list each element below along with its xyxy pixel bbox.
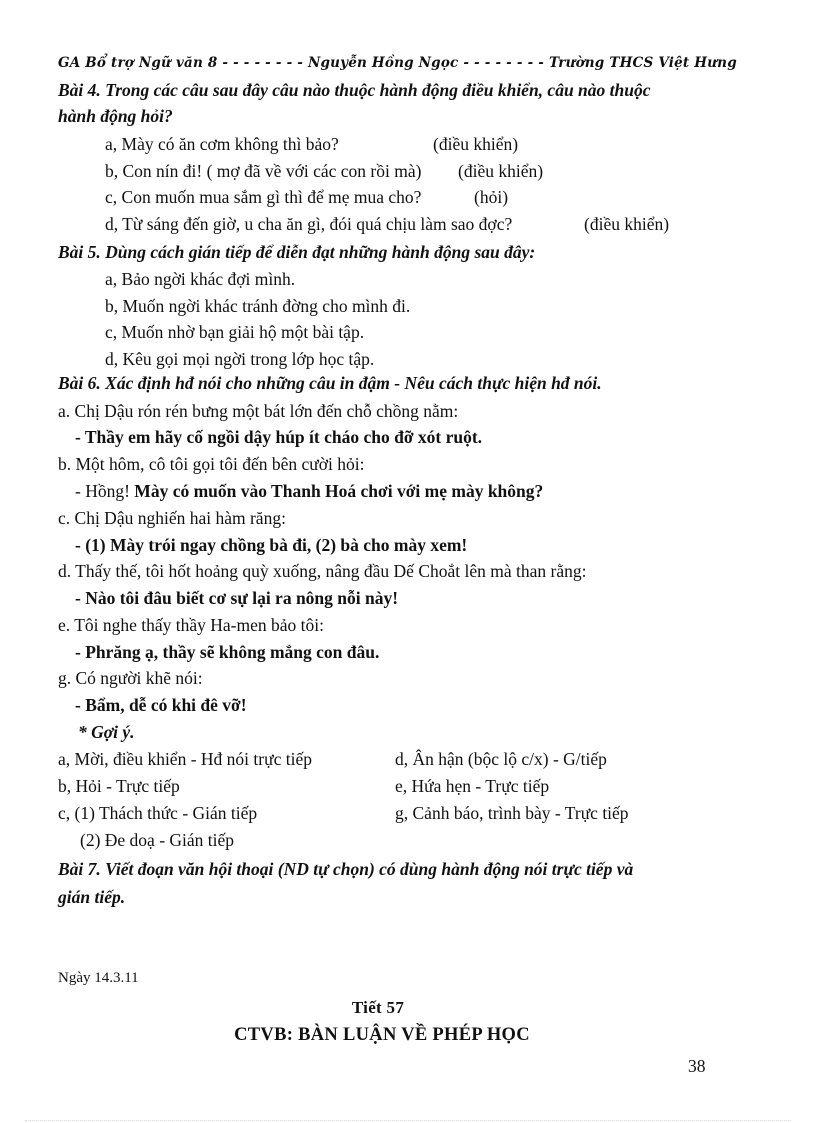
answer-c-2: (2) Đe doạ - Gián tiếp	[80, 830, 235, 850]
exercise-4-title-line-1: Bài 4. Trong các câu sau đây câu nào thuộc hành động điều khiển, câu nào thuộc	[58, 80, 651, 100]
exercise-6-item-c-quote: - (1) Mày trói ngay chồng bà đi, (2) bà cho mày xem!	[75, 535, 468, 555]
exercise-4-item-c-answer: (hỏi)	[474, 187, 509, 207]
exercise-6-item-g-quote: - Bẩm, dễ có khi đê vỡ!	[75, 695, 247, 715]
exercise-4-item-d-answer: (điều khiển)	[584, 214, 670, 234]
answer-e: e, Hứa hẹn - Trực tiếp	[395, 776, 550, 796]
exercise-6-item-a: a. Chị Dậu rón rén bưng một bát lớn đến chỗ chồng nằm:	[58, 401, 459, 421]
exercise-5-item-c: c, Muốn nhờ bạn giải hộ một bài tập.	[105, 322, 365, 342]
answer-g: g, Cảnh báo, trình bày - Trực tiếp	[395, 803, 629, 823]
exercise-7-title-line-2: gián tiếp.	[58, 887, 126, 907]
exercise-4-item-b-answer: (điều khiển)	[458, 161, 544, 181]
exercise-6-title: Bài 6. Xác định hđ nói cho những câu in đậm - Nêu cách thực hiện hđ nói.	[58, 373, 602, 393]
exercise-6-hint-heading: * Gợi ý.	[78, 722, 135, 742]
lesson-title: CTVB: BÀN LUẬN VỀ PHÉP HỌC	[234, 1025, 530, 1045]
exercise-4-item-a: a, Mày có ăn cơm không thì bảo?	[105, 134, 339, 154]
exercise-4-title-line-2: hành động hỏi?	[58, 106, 173, 126]
exercise-5-item-d: d, Kêu gọi mọi ngời trong lớp học tập.	[105, 349, 375, 369]
lesson-number: Tiết 57	[351, 998, 405, 1017]
exercise-6-item-d: d. Thấy thế, tôi hốt hoảng quỳ xuống, nâng đầu Dế Choắt lên mà than rằng:	[58, 561, 587, 581]
footer-divider	[25, 1120, 791, 1121]
answer-a: a, Mời, điều khiển - Hđ nói trực tiếp	[58, 749, 312, 769]
answer-b: b, Hỏi - Trực tiếp	[58, 776, 180, 796]
exercise-6-item-e: e. Tôi nghe thấy thầy Ha-men bảo tôi:	[58, 615, 324, 635]
lesson-date: Ngày 14.3.11	[58, 970, 139, 986]
exercise-5-title: Bài 5. Dùng cách gián tiếp để diễn đạt những hành động sau đây:	[58, 242, 536, 262]
exercise-6-item-b-question: Mày có muốn vào Thanh Hoá chơi với mẹ mày không?	[134, 481, 544, 501]
exercise-5-item-b: b, Muốn ngời khác tránh đờng cho mình đi.	[105, 296, 411, 316]
page-header: GA Bổ trợ Ngữ văn 8 - - - - - - - - Nguyễn Hồng Ngọc - - - - - - - - Trường THCS Việt Hưng	[58, 55, 737, 71]
exercise-6-item-a-quote: - Thầy em hãy cố ngồi dậy húp ít cháo cho đỡ xót ruột.	[75, 427, 483, 447]
answer-c-1: c, (1) Thách thức - Gián tiếp	[58, 803, 258, 823]
exercise-6-item-c: c. Chị Dậu nghiến hai hàm răng:	[58, 508, 286, 528]
exercise-5-item-a: a, Bảo ngời khác đợi mình.	[105, 269, 296, 289]
page-number: 38	[688, 1056, 706, 1076]
exercise-6-item-g: g. Có người khẽ nói:	[58, 668, 203, 688]
exercise-6-item-b-quote	[75, 480, 543, 502]
exercise-4-item-a-answer: (điều khiển)	[433, 134, 519, 154]
answer-d: d, Ân hận (bộc lộ c/x) - G/tiếp	[395, 749, 607, 769]
exercise-4-item-b: b, Con nín đi! ( mợ đã về với các con rồi mà)	[105, 161, 422, 181]
exercise-6-item-b: b. Một hôm, cô tôi gọi tôi đến bên cười hỏi:	[58, 454, 365, 474]
exercise-4-item-c: c, Con muốn mua sắm gì thì để mẹ mua cho?	[105, 187, 422, 207]
exercise-6-item-b-speaker: - Hồng!	[75, 481, 135, 501]
exercise-6-item-e-quote: - Phrăng ạ, thầy sẽ không mắng con đâu.	[75, 642, 380, 662]
exercise-4-item-d: d, Từ sáng đến giờ, u cha ăn gì, đói quá chịu làm sao đợc?	[105, 214, 513, 234]
exercise-6-item-d-quote: - Nào tôi đâu biết cơ sự lại ra nông nỗi này!	[75, 588, 399, 608]
exercise-7-title-line-1: Bài 7. Viết đoạn văn hội thoại (ND tự chọn) có dùng hành động nói trực tiếp và	[58, 859, 634, 879]
